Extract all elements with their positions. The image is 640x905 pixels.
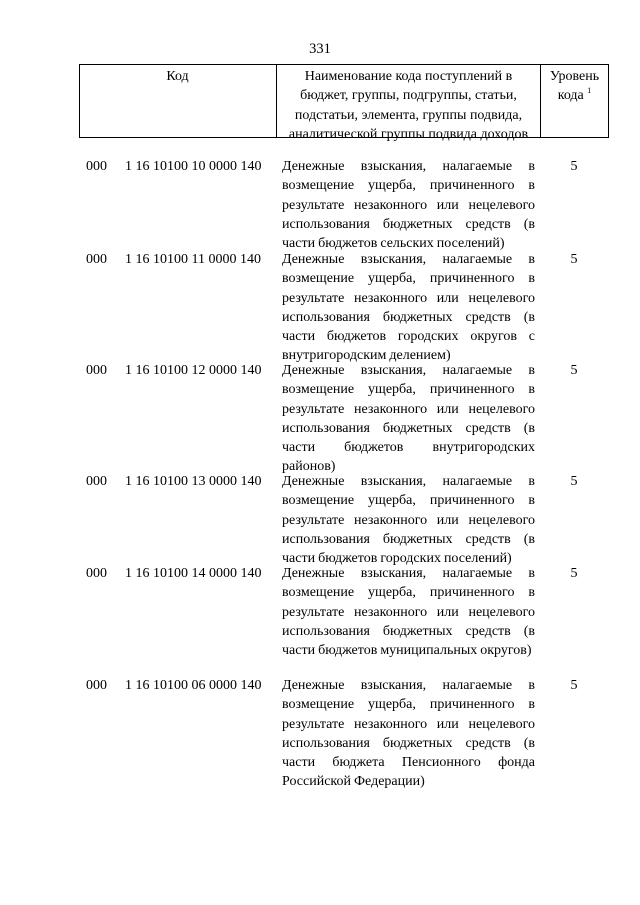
header-level-word: кода (557, 88, 584, 104)
admin-code: 000 (86, 678, 107, 693)
admin-code: 000 (86, 252, 107, 267)
code-level: 5 (570, 678, 578, 693)
table-header (79, 64, 609, 142)
header-level-line (541, 86, 608, 105)
revenue-name: Денежные взыскания, налагаемые в возмещение ущерба, причиненного в результате незаконного или нецелевого использования бюджетных средств (в части бюджетов городских поселений) (282, 474, 535, 567)
footnote-marker: 1 (587, 86, 592, 96)
header-name-line: аналитической группы подвида доходов (288, 126, 529, 142)
revenue-name: Денежные взыскания, налагаемые в возмещение ущерба, причиненного в результате незаконного или нецелевого использования бюджетных средств (в части бюджетов внутригородских районов) (282, 363, 535, 475)
code-level: 5 (570, 159, 578, 174)
header-level-line: Уровень (549, 69, 600, 84)
header-divider (608, 65, 609, 137)
header-name-line: Наименование кода поступлений в (304, 69, 513, 84)
revenue-name: Денежные взыскания, налагаемые в возмещение ущерба, причиненного в результате незаконного или нецелевого использования бюджетных средств (в части бюджетов городских округов с внутригородским делением) (282, 252, 535, 364)
header-code: Код (166, 69, 189, 84)
budget-code: 1 16 10100 11 0000 140 (125, 252, 261, 267)
code-level: 5 (570, 474, 578, 489)
budget-code: 1 16 10100 12 0000 140 (125, 363, 262, 378)
admin-code: 000 (86, 159, 107, 174)
code-level: 5 (570, 252, 578, 267)
page-number: 331 (309, 41, 331, 57)
admin-code: 000 (86, 474, 107, 489)
code-level: 5 (570, 566, 578, 581)
header-name-line: подстатьи, элемента, группы подвида, (294, 107, 523, 123)
admin-code: 000 (86, 566, 107, 581)
budget-code: 1 16 10100 14 0000 140 (125, 566, 262, 581)
budget-code: 1 16 10100 13 0000 140 (125, 474, 262, 489)
header-name (277, 67, 540, 144)
budget-code: 1 16 10100 10 0000 140 (125, 159, 262, 174)
admin-code: 000 (86, 363, 107, 378)
budget-code: 1 16 10100 06 0000 140 (125, 678, 262, 693)
code-level: 5 (570, 363, 578, 378)
revenue-name: Денежные взыскания, налагаемые в возмещение ущерба, причиненного в результате незаконного или нецелевого использования бюджетных средств (в части бюджетов муниципальных округов) (282, 566, 535, 659)
header-level (541, 67, 608, 106)
header-name-line: бюджет, группы, подгруппы, статьи, (300, 88, 517, 104)
revenue-name: Денежные взыскания, налагаемые в возмещение ущерба, причиненного в результате незаконного или нецелевого использования бюджетных средств (в части бюджета Пенсионного фонда Российской Федерации) (282, 678, 535, 790)
revenue-name: Денежные взыскания, налагаемые в возмещение ущерба, причиненного в результате незаконного или нецелевого использования бюджетных средств (в части бюджетов сельских поселений) (282, 159, 535, 252)
